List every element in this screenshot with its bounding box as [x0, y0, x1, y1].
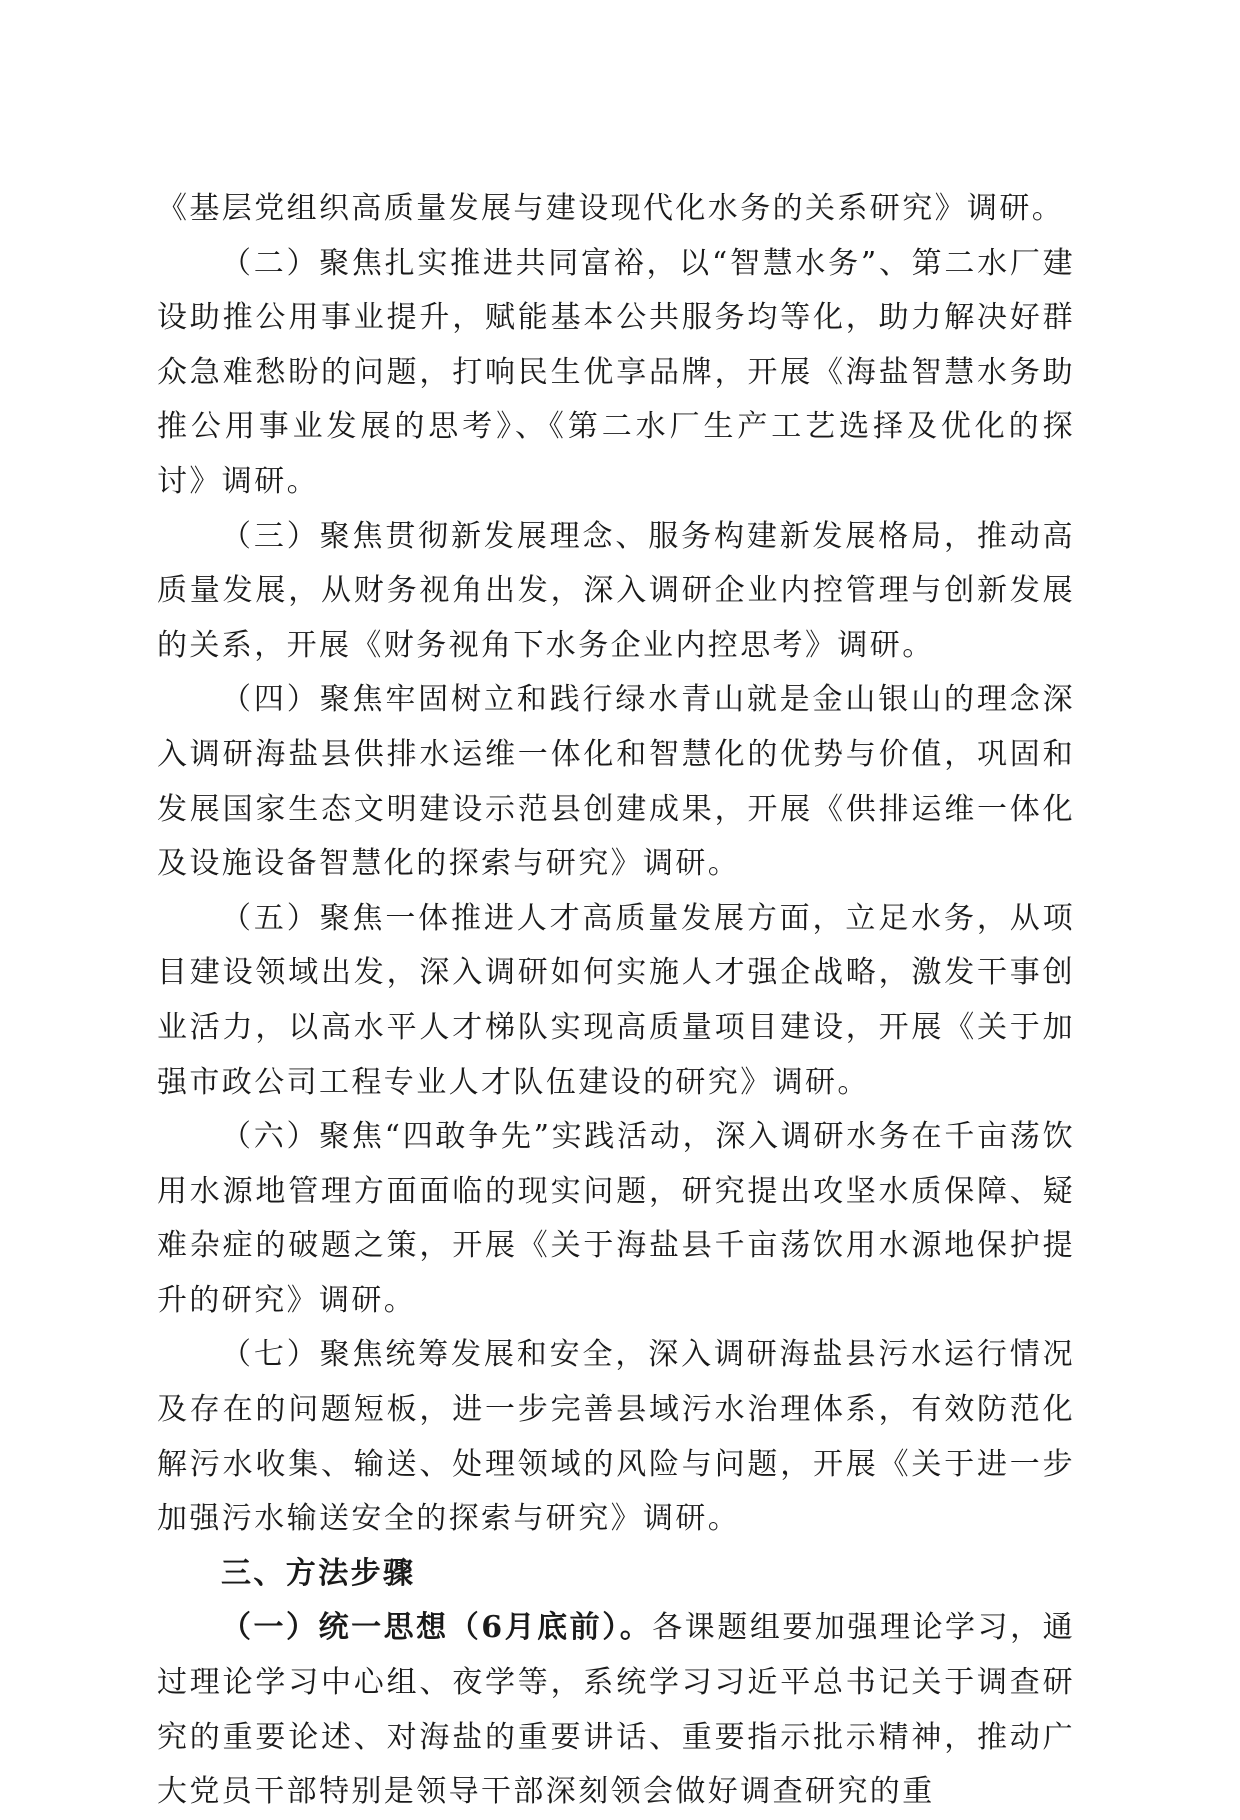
paragraph-1-continued: 《基层党组织高质量发展与建设现代化水务的关系研究》调研。 — [157, 191, 1065, 226]
step-1-lead: （一）统一思想（6月底前）。 — [221, 1610, 653, 1646]
paragraph-item-3: （三）聚焦贯彻新发展理念、服务构建新发展格局，推动高质量发展，从财务视角出发，深入调研企业内控管理与创新发展的关系，开展《财务视角下水务企业内控思考》调研。 — [157, 518, 1075, 663]
paragraph-item-2: （二）聚焦扎实推进共同富裕，以“智慧水务”、第二水厂建设助推公用事业提升，赋能基本公共服务均等化，助力解决好群众急难愁盼的问题，打响民生优享品牌，开展《海盐智慧水务助推公用事业发展的思考》、《第二水厂生产工艺选择及优化的探讨》调研。 — [157, 245, 1075, 499]
paragraph-item-5: （五）聚焦一体推进人才高质量发展方面，立足水务，从项目建设领域出发，深入调研如何实施人才强企战略，激发干事创业活力，以高水平人才梯队实现高质量项目建设，开展《关于加强市政公司工程专业人才队伍建设的研究》调研。 — [157, 900, 1075, 1100]
step-1-text: 各课题组要加强理论学习，通过理论学习中心组、夜学等，系统学习习近平总书记关于调查研究的重要论述、对海盐的重要讲话、重要指示批示精神，推动广大党员干部特别是领导干部深刻领会做好调查研究的重 — [157, 1610, 1075, 1810]
paragraph-item-7: （七）聚焦统筹发展和安全，深入调研海盐县污水运行情况及存在的问题短板，进一步完善县域污水治理体系，有效防范化解污水收集、输送、处理领域的风险与问题，开展《关于进一步加强污水输送安全的探索与研究》调研。 — [157, 1337, 1075, 1537]
paragraph-step-1 — [157, 1601, 1075, 1819]
document-page — [157, 182, 1075, 1820]
paragraph-item-6: （六）聚焦“四敢争先”实践活动，深入调研水务在千亩荡饮用水源地管理方面面临的现实问题，研究提出攻坚水质保障、疑难杂症的破题之策，开展《关于海盐县千亩荡饮用水源地保护提升的研究》调研。 — [157, 1119, 1075, 1318]
paragraph-item-4: （四）聚焦牢固树立和践行绿水青山就是金山银山的理念深入调研海盐县供排水运维一体化和智慧化的优势与价值，巩固和发展国家生态文明建设示范县创建成果，开展《供排运维一体化及设施设备智慧化的探索与研究》调研。 — [157, 682, 1075, 882]
section-heading-methods: 三、方法步骤 — [221, 1555, 416, 1591]
